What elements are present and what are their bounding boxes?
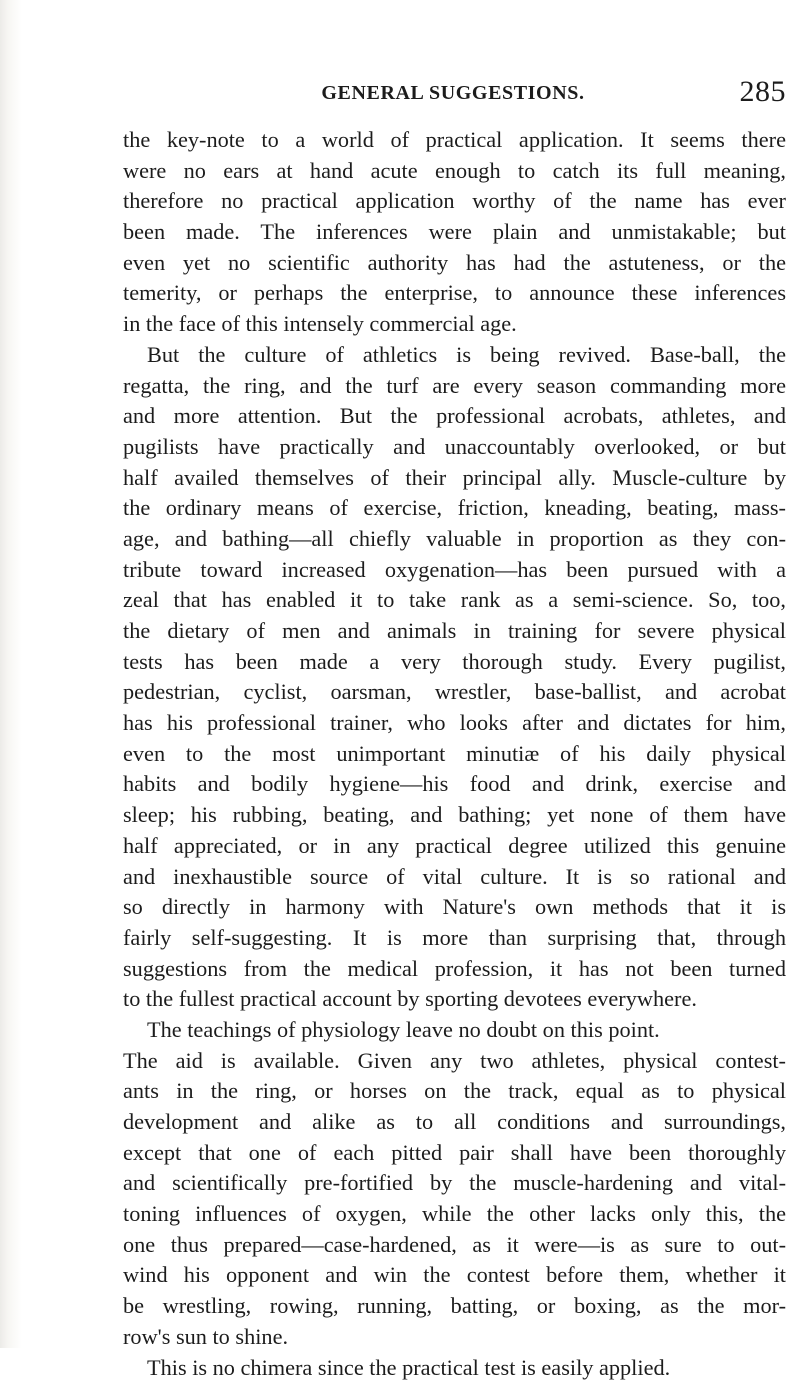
text-line: row's sun to shine. <box>123 1322 786 1353</box>
text-line: half appreciated, or in any practical degree utilized this genuine <box>123 831 786 862</box>
text-line: so directly in harmony with Nature's own methods that it is <box>123 892 786 923</box>
text-line: regatta, the ring, and the turf are every season commanding more <box>123 371 786 402</box>
text-line: fairly self-suggesting. It is more than surprising that, through <box>123 923 786 954</box>
text-line: tests has been made a very thorough study. Every pugilist, <box>123 647 786 678</box>
page-number: 285 <box>740 75 787 109</box>
text-line: except that one of each pitted pair shall have been thoroughly <box>123 1138 786 1169</box>
text-line: wind his opponent and win the contest before them, whether it <box>123 1260 786 1291</box>
text-line: the key-note to a world of practical application. It seems there <box>123 125 786 156</box>
text-line: toning influences of oxygen, while the other lacks only this, the <box>123 1199 786 1230</box>
text-line: But the culture of athletics is being revived. Base-ball, the <box>123 340 786 371</box>
text-line: and scientifically pre-fortified by the muscle-hardening and vital- <box>123 1168 786 1199</box>
text-line: The aid is available. Given any two athletes, physical contest- <box>123 1046 786 1077</box>
text-line: pugilists have practically and unaccountably overlooked, or but <box>123 432 786 463</box>
text-line: The teachings of physiology leave no doubt on this point. <box>123 1015 786 1046</box>
text-line: half availed themselves of their principal ally. Muscle-culture by <box>123 463 786 494</box>
text-line: to the fullest practical account by sporting devotees everywhere. <box>123 984 786 1015</box>
text-line: suggestions from the medical profession, it has not been turned <box>123 954 786 985</box>
text-line: therefore no practical application worthy of the name has ever <box>123 186 786 217</box>
text-line: ants in the ring, or horses on the track, equal as to physical <box>123 1076 786 1107</box>
text-line: zeal that has enabled it to take rank as a semi-science. So, too, <box>123 585 786 616</box>
text-line: even yet no scientific authority has had the astuteness, or the <box>123 248 786 279</box>
text-line: and inexhaustible source of vital culture. It is so rational and <box>123 862 786 893</box>
text-line: This is no chimera since the practical test is easily applied. <box>123 1353 786 1383</box>
text-line: the ordinary means of exercise, friction, kneading, beating, mass- <box>123 493 786 524</box>
text-line: sleep; his rubbing, beating, and bathing; yet none of them have <box>123 800 786 831</box>
text-line: temerity, or perhaps the enterprise, to announce these inferences <box>123 278 786 309</box>
text-line: were no ears at hand acute enough to catch its full meaning, <box>123 156 786 187</box>
body-text <box>123 125 786 1383</box>
page-header <box>120 78 786 114</box>
text-line: one thus prepared—case-hardened, as it were—is as sure to out- <box>123 1230 786 1261</box>
text-line: pedestrian, cyclist, oarsman, wrestler, base-ballist, and acrobat <box>123 677 786 708</box>
text-line: in the face of this intensely commercial age. <box>123 309 786 340</box>
text-line: and more attention. But the professional acrobats, athletes, and <box>123 401 786 432</box>
text-line: the dietary of men and animals in training for severe physical <box>123 616 786 647</box>
text-line: even to the most unimportant minutiæ of his daily physical <box>123 739 786 770</box>
text-line: has his professional trainer, who looks after and dictates for him, <box>123 708 786 739</box>
running-head: GENERAL SUGGESTIONS. <box>120 82 786 105</box>
text-line: tribute toward increased oxygenation—has been pursued with a <box>123 555 786 586</box>
text-line: be wrestling, rowing, running, batting, or boxing, as the mor- <box>123 1291 786 1322</box>
text-line: development and alike as to all conditions and surroundings, <box>123 1107 786 1138</box>
text-line: been made. The inferences were plain and unmistakable; but <box>123 217 786 248</box>
text-line: habits and bodily hygiene—his food and drink, exercise and <box>123 769 786 800</box>
text-line: age, and bathing—all chiefly valuable in proportion as they con- <box>123 524 786 555</box>
